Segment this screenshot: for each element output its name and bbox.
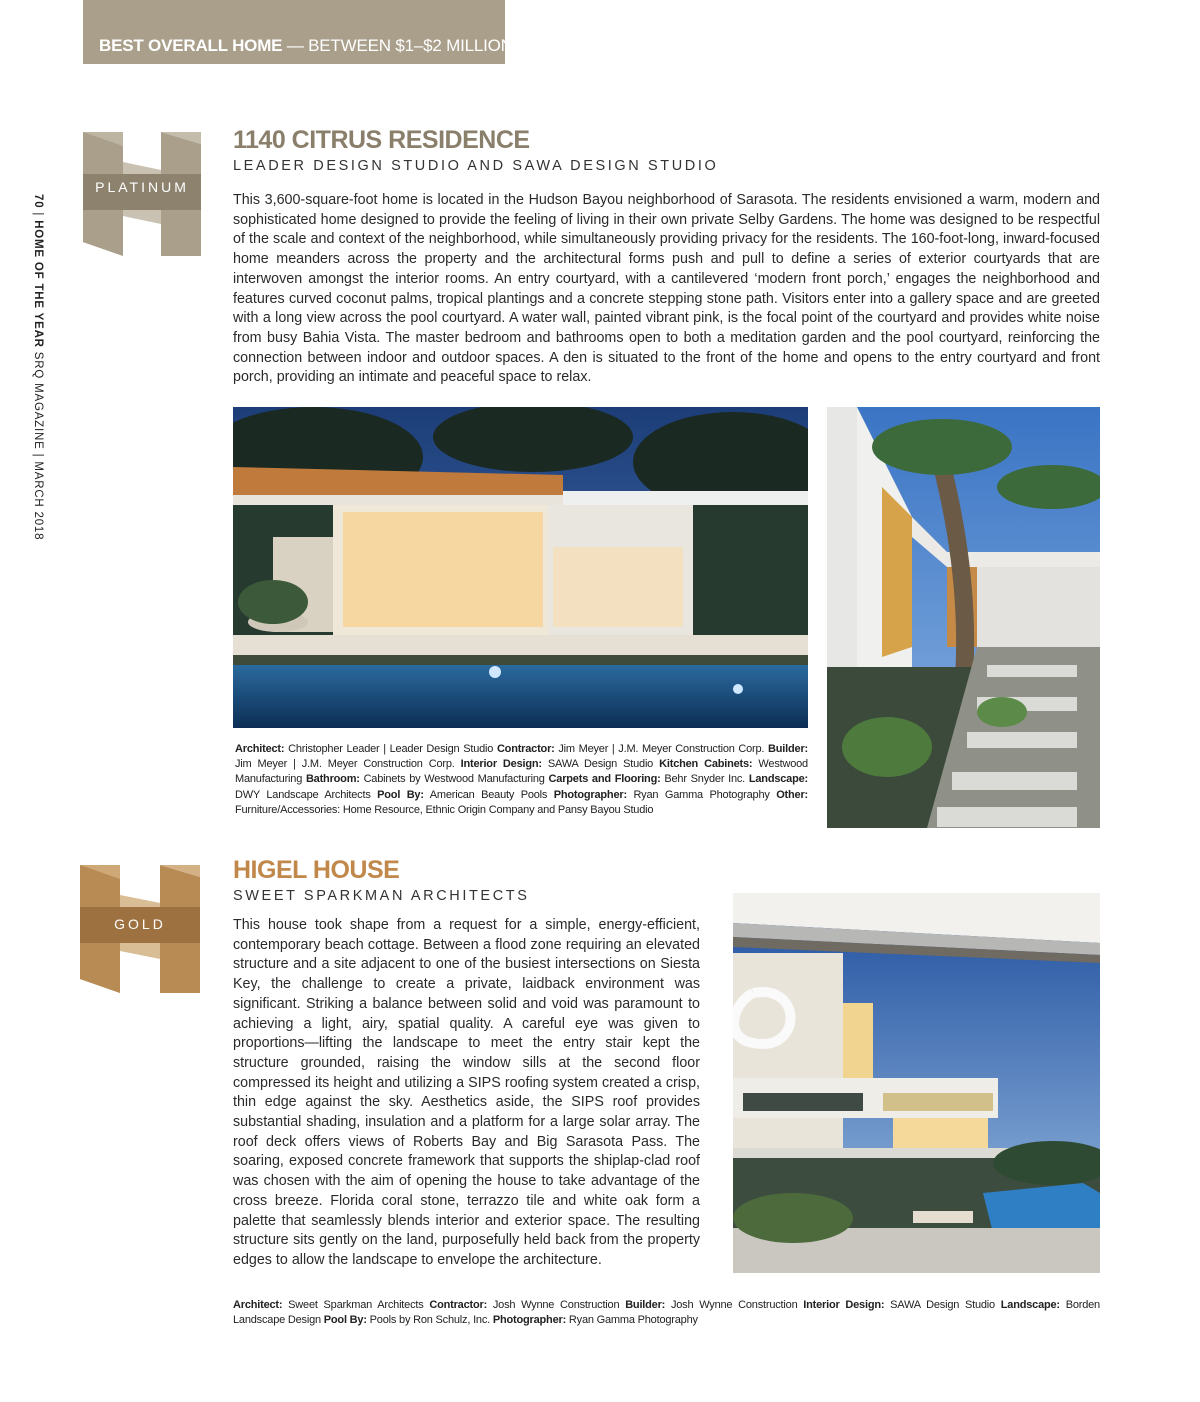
- credit-value: Borden Landscape Design: [233, 1299, 1100, 1327]
- credit-value: Cabinets by Westwood Manufacturing: [359, 773, 549, 786]
- credit-pool: [324, 1314, 493, 1326]
- credit-photographer: [554, 789, 776, 801]
- folio-separator: |: [32, 208, 44, 221]
- higel-house-photo: [733, 893, 1100, 1273]
- credit-architect: [233, 1299, 429, 1311]
- credit-bathroom: [306, 773, 549, 785]
- credit-architect: [235, 743, 497, 755]
- entry-description: This 3,600-square-foot home is located in the Hudson Bayou neighborhood of Sarasota. The residents envisioned a warm, modern and sophisticated home designed to provide the feeling of living in their own private Selby Gardens. The home was designed to be respectful of the scale and context of the neighborhood, while simultaneously providing privacy for the residents. The 160-foot-long, inward-focused home meanders across the property and the architectural forms push and pull to define a series of exterior courtyards that are interwoven amongst the interior rooms. An entry courtyard, with a cantilevered ‘modern front porch,’ engages the neighborhood and features curved coconut palms, tropical plantings and a concrete stepping stone path. Visitors enter into a gallery space and are greeted with a long view across the pool courtyard. A water wall, painted vibrant pink, is the focal point of the courtyard and provides white noise from busy Bahia Vista. The master bedroom and bathrooms open to both a meditation garden and the pool courtyard, reinforcing the connection between indoor and outdoor spaces. A den is situated to the front of the home and opens to the entry courtyard and front porch, providing an intimate and peaceful space to relax.: [233, 192, 1100, 386]
- entry-title: 1140 CITRUS RESIDENCE: [233, 126, 530, 154]
- credit-interior-design: [803, 1299, 1000, 1311]
- credit-value: Behr Snyder Inc.: [660, 773, 749, 786]
- entry-description: This house took shape from a request for a simple, energy-efficient, contemporary beach cottage. Between a flood zone requiring an elevated structure and a site adjacent to one of the busiest intersections on Siesta Key, the challenge to create a private, laidback environment was significant. Striking a balance between solid and void was paramount to achieving a light, airy, spatial quality. A careful eye was given to proportions—lifting the landscape to meet the entry stair kept the structure grounded, raising the window sills at the second floor compressed its height and utilizing a SIPS roofing system created a crisp, thin edge against the sky. Aesthetics aside, the SIPS roof provides substantial shading, insulation and a platform for a large solar array. The roof deck offers views of Roberts Bay and Big Sarasota Pass. The soaring, exposed concrete framework that supports the shiplap-clad roof was chosen with the aim of opening the house to take advantage of the cross breeze. Florida coral stone, terrazzo tile and white oak form a palette that seamlessly blends interior and exterior space. The resulting structure sits gently on the land, purposefully held back from the property edges to allow the landscape to envelope the architecture.: [233, 917, 700, 1268]
- credit-value: Furniture/Accessories: Home Resource, Ethnic Origin Company and Pansy Bayou Studio: [235, 803, 654, 816]
- residence-entry-courtyard-photo: [827, 407, 1100, 828]
- credit-label: Contractor:: [496, 743, 555, 755]
- entry-credits: [233, 1298, 1100, 1328]
- side-folio: [28, 194, 48, 554]
- award-level-label: PLATINUM: [95, 179, 189, 195]
- credit-value: American Beauty Pools: [423, 788, 554, 801]
- credit-value: Pools by Ron Schulz, Inc.: [366, 1314, 493, 1327]
- credit-pool: [377, 789, 554, 801]
- credit-value: Ryan Gamma Photography: [566, 1314, 698, 1327]
- header-price-range: — BETWEEN $1–$2 MILLION: [282, 36, 513, 55]
- credit-label: Kitchen Cabinets:: [659, 758, 753, 771]
- platinum-award-badge: [83, 132, 201, 256]
- credit-label: Photographer:: [553, 788, 627, 801]
- credit-label: Photographer:: [492, 1314, 567, 1327]
- credit-value: SAWA Design Studio: [884, 1299, 1001, 1311]
- credit-label: Pool By:: [323, 1314, 367, 1327]
- credit-value: Jim Meyer | J.M. Meyer Construction Corp.: [554, 743, 769, 755]
- entry-title: HIGEL HOUSE: [233, 856, 400, 884]
- credit-label: Bathroom:: [305, 773, 360, 786]
- credit-value: Josh Wynne Construction: [665, 1299, 804, 1311]
- credit-photographer: [493, 1314, 698, 1326]
- credit-label: Interior Design:: [460, 758, 542, 771]
- credit-label: Carpets and Flooring:: [548, 773, 661, 786]
- credit-value: Sweet Sparkman Architects: [282, 1299, 430, 1311]
- folio-issue: MARCH 2018: [32, 461, 44, 541]
- credit-contractor: [429, 1299, 625, 1311]
- credit-label: Landscape:: [1000, 1299, 1060, 1311]
- folio-magazine: SRQ MAGAZINE: [32, 351, 44, 450]
- gold-award-badge: [80, 865, 200, 993]
- credit-carpets-flooring: [549, 773, 749, 785]
- credit-label: Builder:: [625, 1299, 666, 1311]
- credit-value: Westwood Manufacturing: [235, 758, 808, 786]
- credit-label: Builder:: [768, 743, 808, 755]
- entry-firm: LEADER DESIGN STUDIO AND SAWA DESIGN STUDIO: [233, 158, 719, 174]
- credit-value: Jim Meyer | J.M. Meyer Construction Corp.: [235, 758, 461, 771]
- credit-interior-design: [461, 758, 660, 770]
- credit-contractor: [497, 743, 768, 755]
- credit-label: Architect:: [235, 743, 285, 755]
- credit-label: Contractor:: [429, 1299, 488, 1311]
- page-number: 70: [32, 194, 44, 209]
- credit-value: Ryan Gamma Photography: [626, 788, 777, 801]
- credit-label: Other:: [776, 788, 808, 801]
- section-header-tab: [83, 0, 513, 64]
- credit-label: Pool By:: [377, 788, 424, 801]
- credit-value: Christopher Leader | Leader Design Studio: [284, 743, 497, 755]
- credit-value: SAWA Design Studio: [541, 758, 660, 771]
- credit-value: Josh Wynne Construction: [487, 1299, 626, 1311]
- entry-credits: [235, 742, 808, 818]
- credit-label: Interior Design:: [803, 1299, 885, 1311]
- folio-separator: |: [32, 449, 44, 462]
- residence-pool-photo: [233, 407, 808, 728]
- header-category: BEST OVERALL HOME: [99, 36, 283, 55]
- credit-label: Architect:: [233, 1299, 283, 1311]
- award-level-label: GOLD: [114, 916, 166, 932]
- folio-section: HOME OF THE YEAR: [32, 220, 44, 348]
- entry-firm: SWEET SPARKMAN ARCHITECTS: [233, 888, 530, 904]
- credit-builder: [625, 1299, 803, 1311]
- credit-label: Landscape:: [748, 773, 808, 786]
- credit-value: DWY Landscape Architects: [235, 788, 378, 801]
